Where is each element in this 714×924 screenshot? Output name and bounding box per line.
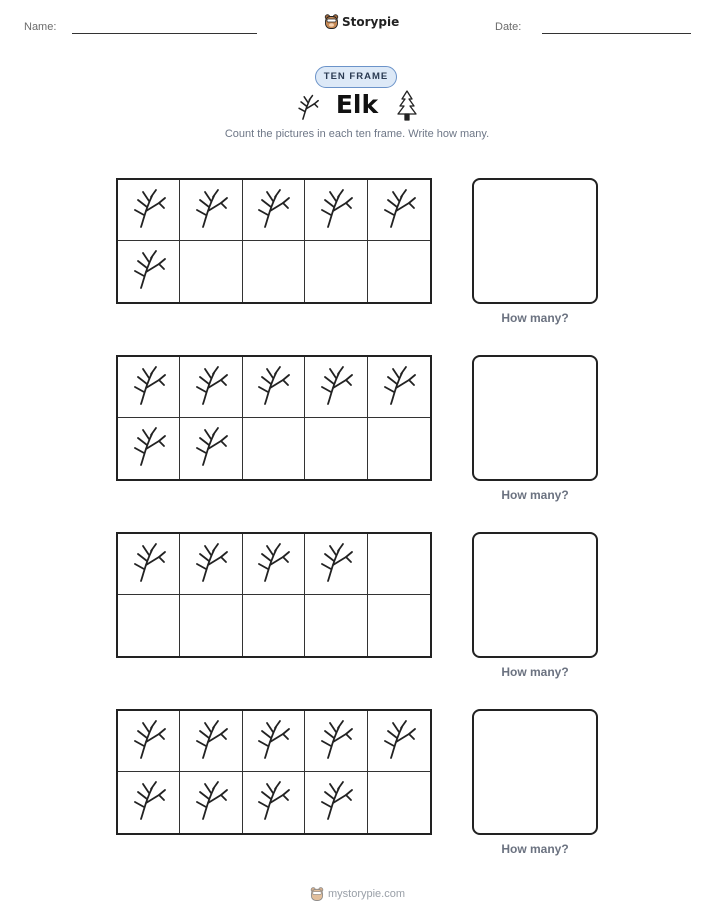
bear-mascot-icon — [324, 13, 339, 30]
frame-cell — [180, 357, 242, 418]
antler-icon — [316, 717, 356, 766]
frame-cell — [243, 241, 305, 302]
frame-cell — [368, 711, 430, 772]
frame-cell — [118, 595, 180, 656]
frame-cell — [180, 180, 242, 241]
how-many-label-4: How many? — [501, 842, 569, 856]
answer-box-4[interactable] — [472, 709, 598, 835]
frame-cell — [118, 711, 180, 772]
frame-cell — [305, 180, 367, 241]
answer-box-1[interactable] — [472, 178, 598, 304]
frame-cell — [368, 772, 430, 833]
antler-icon — [191, 363, 231, 412]
ten-frame-badge: TEN FRAME — [315, 66, 397, 88]
antler-icon — [129, 540, 169, 589]
frame-cell — [305, 418, 367, 479]
antler-icon — [191, 186, 231, 235]
name-label: Name: — [24, 21, 57, 33]
frame-cell — [118, 241, 180, 302]
frame-cell — [243, 418, 305, 479]
how-many-label-3: How many? — [501, 665, 569, 679]
frame-cell — [368, 180, 430, 241]
frame-cell — [243, 180, 305, 241]
frame-cell — [118, 772, 180, 833]
frame-cell — [118, 180, 180, 241]
antler-icon — [191, 717, 231, 766]
ten-frame-2 — [116, 355, 432, 481]
pine-tree-icon — [395, 89, 419, 122]
page-title: Elk — [335, 90, 379, 119]
date-write-line[interactable] — [542, 33, 691, 34]
frame-cell — [118, 418, 180, 479]
frame-cell — [243, 711, 305, 772]
frame-cell — [368, 595, 430, 656]
frame-cell — [305, 711, 367, 772]
antler-icon — [129, 424, 169, 473]
antler-icon — [191, 424, 231, 473]
frame-cell — [180, 595, 242, 656]
frame-cell — [305, 772, 367, 833]
antler-icon — [316, 186, 356, 235]
antler-icon — [191, 540, 231, 589]
frame-cell — [180, 241, 242, 302]
antler-icon — [129, 717, 169, 766]
ten-frame-1 — [116, 178, 432, 304]
frame-cell — [305, 595, 367, 656]
antler-icon — [379, 363, 419, 412]
antler-icon — [253, 540, 293, 589]
frame-cell — [180, 534, 242, 595]
frame-cell — [305, 534, 367, 595]
antler-icon — [129, 247, 169, 296]
frame-cell — [368, 241, 430, 302]
brand-name: Storypie — [342, 14, 400, 29]
frame-cell — [305, 241, 367, 302]
how-many-label-1: How many? — [501, 311, 569, 325]
footer-site: mystorypie.com — [328, 888, 406, 900]
instructions: Count the pictures in each ten frame. Write how many. — [224, 128, 490, 140]
antler-icon — [191, 778, 231, 827]
antler-icon — [129, 778, 169, 827]
antler-icon — [129, 186, 169, 235]
antler-icon — [316, 778, 356, 827]
antler-icon — [129, 363, 169, 412]
antler-icon — [316, 540, 356, 589]
frame-cell — [368, 534, 430, 595]
bear-mascot-icon — [310, 886, 324, 902]
ten-frame-3 — [116, 532, 432, 658]
frame-cell — [243, 534, 305, 595]
frame-cell — [243, 772, 305, 833]
frame-cell — [180, 711, 242, 772]
frame-cell — [118, 534, 180, 595]
antler-icon — [253, 778, 293, 827]
antler-icon — [253, 186, 293, 235]
antler-icon — [316, 363, 356, 412]
frame-cell — [118, 357, 180, 418]
answer-box-2[interactable] — [472, 355, 598, 481]
brand-logo — [324, 13, 399, 30]
antler-icon — [379, 717, 419, 766]
ten-frame-4 — [116, 709, 432, 835]
answer-box-3[interactable] — [472, 532, 598, 658]
frame-cell — [368, 418, 430, 479]
frame-cell — [243, 595, 305, 656]
frame-cell — [243, 357, 305, 418]
frame-cell — [180, 772, 242, 833]
antler-icon — [253, 717, 293, 766]
frame-cell — [368, 357, 430, 418]
date-label: Date: — [495, 21, 522, 33]
name-write-line[interactable] — [72, 33, 257, 34]
antler-icon — [253, 363, 293, 412]
frame-cell — [180, 418, 242, 479]
footer — [310, 886, 405, 902]
frame-cell — [305, 357, 367, 418]
antler-icon — [379, 186, 419, 235]
how-many-label-2: How many? — [501, 488, 569, 502]
